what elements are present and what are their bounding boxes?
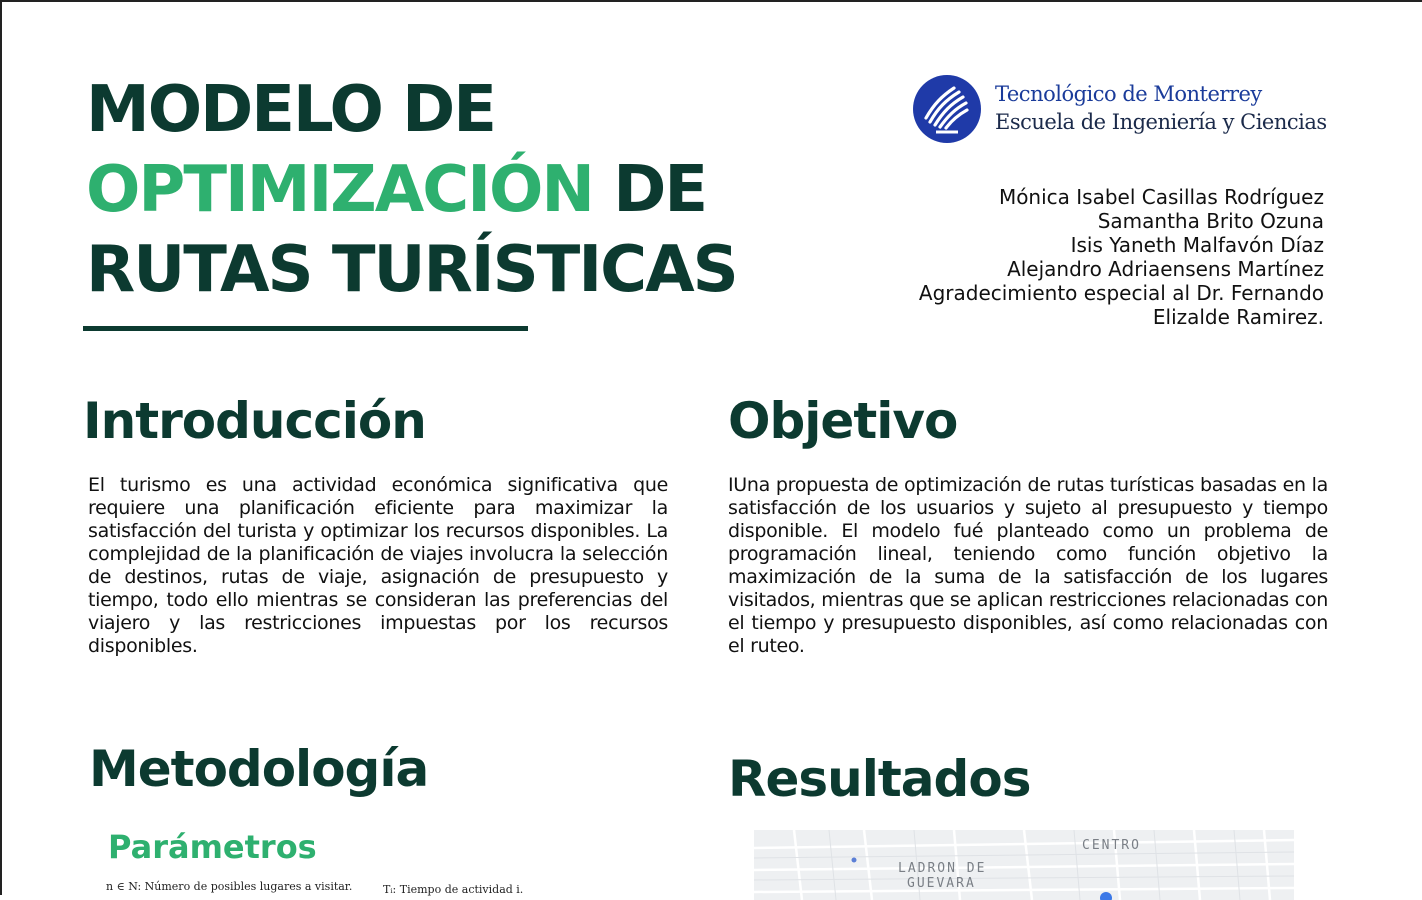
results-route-map xyxy=(754,830,1294,900)
author-list xyxy=(919,185,1324,329)
introduccion-body: El turismo es una actividad económica significativa que requiere una planificación eficiente para maximizar la satisfacción del turista y optimizar los recursos disponibles. La complejidad de la planificación de viajes involucra la selección de destinos, rutas de viaje, asignación de presupuesto y tiempo, todo ello mientras se consideran las preferencias del viajero y las restricciones impuestas por los recursos disponibles. xyxy=(88,474,668,657)
title-line-3: RUTAS TURÍSTICAS xyxy=(86,233,737,307)
title-line-2 xyxy=(86,150,737,230)
title-highlight: OPTIMIZACIÓN xyxy=(86,153,593,227)
acknowledgement-line: Agradecimiento especial al Dr. Fernando xyxy=(918,281,1324,305)
introduccion-heading: Introducción xyxy=(83,392,426,450)
author-name: Isis Yaneth Malfavón Díaz xyxy=(1070,233,1324,257)
poster-title xyxy=(86,70,737,310)
title-underline xyxy=(83,326,528,331)
author-name: Mónica Isabel Casillas Rodríguez xyxy=(998,185,1324,209)
metodologia-heading: Metodología xyxy=(89,740,429,798)
parameter-definition: Tᵢ: Tiempo de actividad i. xyxy=(383,883,524,896)
page-border-top xyxy=(0,0,1422,2)
resultados-heading: Resultados xyxy=(728,750,1031,808)
acknowledgement-line: Elizalde Ramirez. xyxy=(1152,305,1324,329)
objetivo-body: IUna propuesta de optimización de rutas turísticas basadas en la satisfacción de los usuarios y sujeto al presupuesto y tiempo disponible. El modelo fué planteado como un problema de programación lineal, teniendo como función objetivo la maximización de la suma de la satisfacción de los lugares visitados, mientras que se aplican restricciones relacionadas con el tiempo y presupuesto disponibles, así como relacionadas con el ruteo. xyxy=(728,474,1328,657)
tec-logo-icon xyxy=(912,74,982,144)
institution-name: Tecnológico de Monterrey xyxy=(995,82,1262,106)
map-label-centro: CENTRO xyxy=(1082,838,1141,853)
school-name: Escuela de Ingeniería y Ciencias xyxy=(995,110,1327,134)
objetivo-heading: Objetivo xyxy=(728,392,958,450)
title-line-2-rest: DE xyxy=(592,153,707,227)
page-border-left xyxy=(0,0,2,895)
title-line-1: MODELO DE xyxy=(86,73,495,147)
map-label-guevara: GUEVARA xyxy=(907,876,976,891)
parameter-definition: n ∈ N: Número de posibles lugares a visitar. xyxy=(106,880,353,893)
map-streets xyxy=(754,830,1294,900)
map-label-ladron: LADRON DE xyxy=(898,861,987,876)
parametros-heading: Parámetros xyxy=(108,828,317,866)
author-name: Alejandro Adriaensens Martínez xyxy=(1007,257,1324,281)
institution-logo xyxy=(912,74,1332,146)
author-name: Samantha Brito Ozuna xyxy=(1097,209,1324,233)
